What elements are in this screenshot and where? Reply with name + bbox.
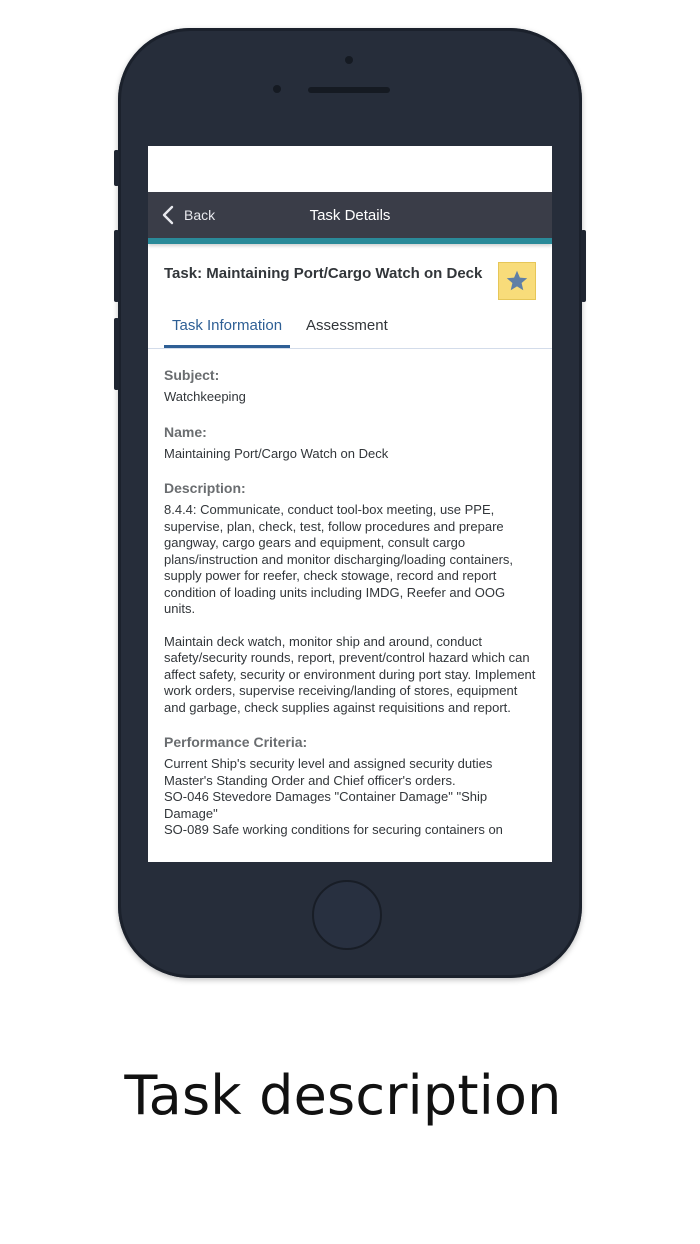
task-information-panel	[148, 349, 552, 839]
front-camera	[345, 56, 353, 64]
favorite-button[interactable]	[498, 262, 536, 300]
volume-up-button	[114, 230, 119, 302]
page-title: Task Details	[309, 206, 391, 224]
home-button	[312, 880, 382, 950]
volume-down-button	[114, 318, 119, 390]
name-label: Name:	[164, 423, 207, 440]
earpiece-speaker	[308, 87, 390, 93]
back-button[interactable]	[162, 192, 215, 238]
mute-switch	[114, 150, 119, 186]
description-label: Description:	[164, 480, 246, 496]
status-bar	[148, 146, 552, 192]
tab-task-information[interactable]: Task Information	[164, 306, 290, 348]
description-value	[164, 502, 536, 716]
star-icon	[505, 269, 529, 293]
navigation-bar	[148, 192, 552, 238]
promo-caption: Task description	[124, 1064, 562, 1127]
criteria-line: SO-046 Stevedore Damages "Container Damage" "Ship Damage"	[164, 789, 488, 821]
performance-criteria-label: Performance Criteria:	[164, 734, 308, 750]
description-paragraph: 8.4.4: Communicate, conduct tool-box meeting, use PPE, supervise, plan, check, test, follow procedures and prepare gangway, cargo gears and equipment, consult cargo plans/instruction and monitor discharging/loading containers, supply power for reefer, check stowage, record and report condition of loading units including IMDG, Reefer and OOG units.	[164, 502, 514, 616]
phone-screen	[148, 146, 552, 862]
subject-value: Watchkeeping	[164, 389, 246, 404]
chevron-left-icon	[162, 205, 174, 225]
name-value: Maintaining Port/Cargo Watch on Deck	[164, 445, 389, 461]
criteria-line: Master's Standing Order and Chief officer's orders.	[164, 772, 456, 788]
task-header	[148, 244, 552, 302]
proximity-sensor	[273, 85, 281, 93]
description-paragraph: Maintain deck watch, monitor ship and around, conduct safety/security rounds, report, prevent/control hazard which can affect safety, security or environment during port stay. Implement work orders, supervise receiving/landing of stores, equipment and garbage, check supplies against requisitions and report.	[164, 633, 536, 715]
criteria-line: Current Ship's security level and assigned security duties	[164, 756, 493, 771]
task-title: Task: Maintaining Port/Cargo Watch on Deck	[164, 264, 483, 282]
tab-assessment[interactable]: Assessment	[306, 317, 388, 334]
back-label: Back	[184, 207, 216, 223]
performance-criteria-value	[164, 756, 536, 839]
phone-frame	[118, 28, 582, 978]
power-button	[581, 230, 586, 302]
tab-bar	[148, 306, 552, 349]
criteria-line: SO-089 Safe working conditions for securing containers on	[164, 822, 503, 837]
subject-label: Subject:	[164, 367, 220, 383]
